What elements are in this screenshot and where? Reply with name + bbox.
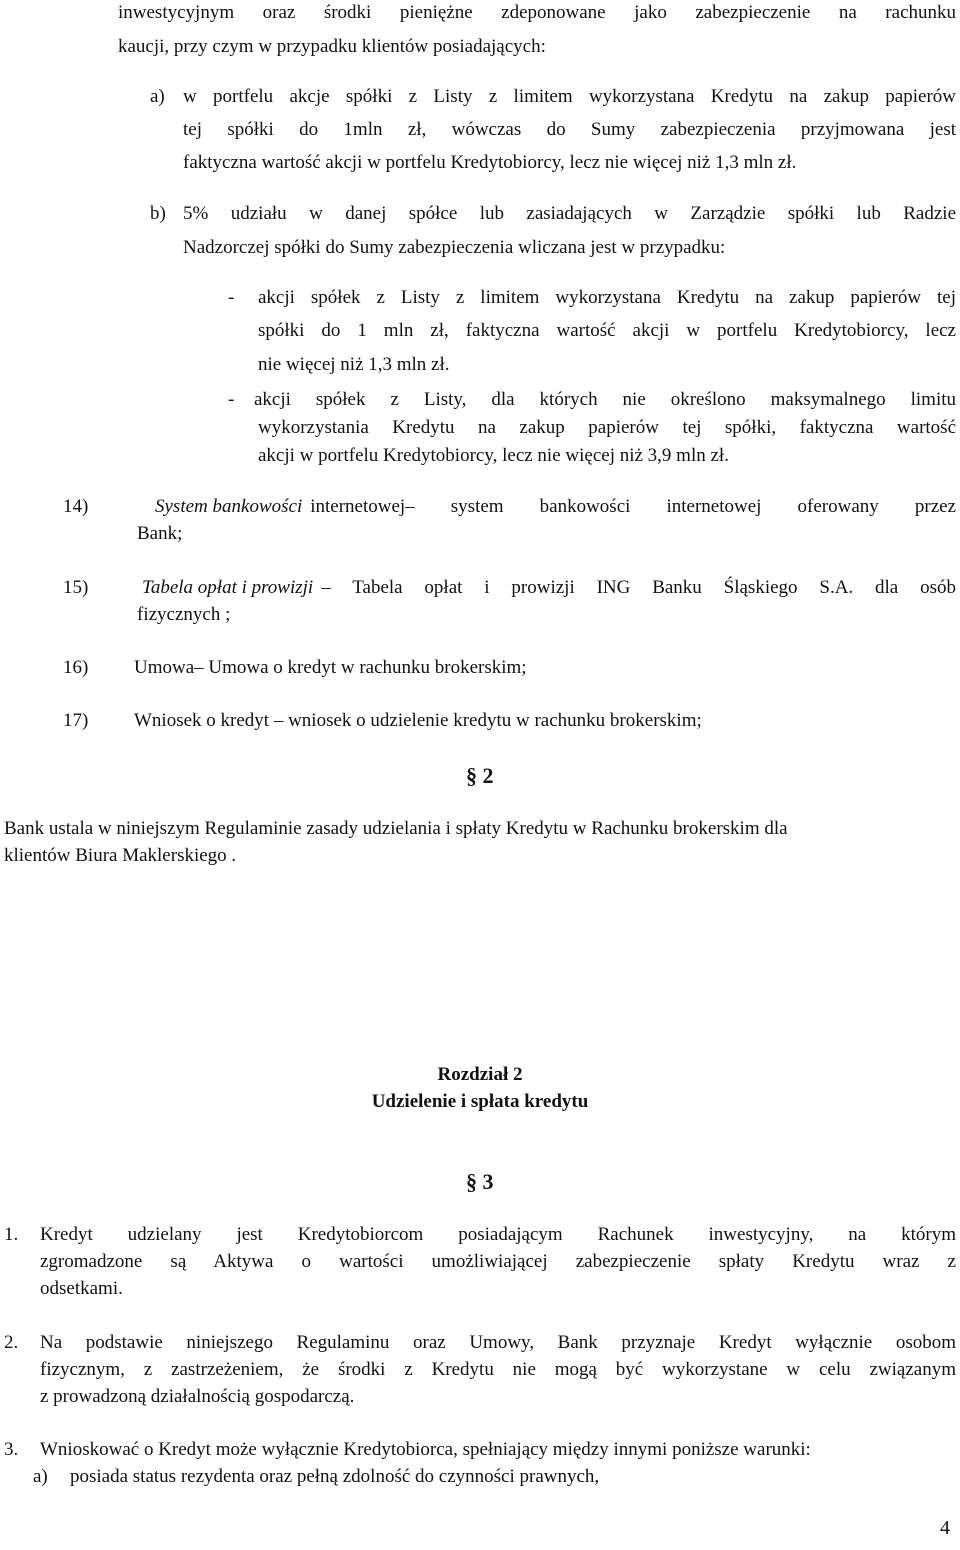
definition-14-line-2: Bank; bbox=[137, 523, 183, 544]
section-2-line-1: Bank ustala w niniejszym Regulaminie zasady udzielania i spłaty Kredytu w Rachunku brokerskim dla bbox=[4, 818, 788, 839]
definition-17-text: Wniosek o kredyt – wniosek o udzielenie kredytu w rachunku brokerskim; bbox=[134, 710, 702, 731]
definition-16-number: 16) bbox=[63, 657, 89, 678]
item-1-line-2: zgromadzone są Aktywa o wartości umożliwiającej zabezpieczenie spłaty Kredytu wraz z bbox=[40, 1251, 956, 1272]
item-1-number: 1. bbox=[4, 1224, 19, 1245]
item-3-sub-a-label: a) bbox=[33, 1466, 48, 1487]
dash-2-line-2: wykorzystania Kredytu na zakup papierów tej spółki, faktyczna wartość bbox=[258, 417, 956, 438]
definition-15-line-1 bbox=[142, 575, 956, 601]
sub-a-line-3: faktyczna wartość akcji w portfelu Kredytobiorcy, lecz nie więcej niż 1,3 mln zł. bbox=[183, 152, 797, 173]
definition-15-rest: – Tabela opłat i prowizji ING Banku Śląskiego S.A. dla osób bbox=[321, 577, 956, 598]
item-2-number: 2. bbox=[4, 1332, 19, 1353]
item-2-line-1: Na podstawie niniejszego Regulaminu oraz Umowy, Bank przyznaje Kredyt wyłącznie osobom bbox=[40, 1332, 956, 1353]
item-1-line-3: odsetkami. bbox=[40, 1278, 123, 1299]
dash-2-mark: - bbox=[228, 389, 235, 410]
section-2-line-2: klientów Biura Maklerskiego . bbox=[4, 845, 237, 866]
item-3-number: 3. bbox=[4, 1439, 19, 1460]
definition-15-line-2: fizycznych ; bbox=[137, 604, 231, 625]
sub-a-line-2: tej spółki do 1mln zł, wówczas do Sumy zabezpieczenia przyjmowana jest bbox=[183, 119, 956, 140]
item-1-line-1: Kredyt udzielany jest Kredytobiorcom posiadającym Rachunek inwestycyjny, na którym bbox=[40, 1224, 956, 1245]
sub-b-label: b) bbox=[150, 203, 166, 224]
section-3-sign: § 3 bbox=[466, 1169, 494, 1194]
page-number: 4 bbox=[940, 1517, 950, 1539]
definition-16-text: Umowa– Umowa o kredyt w rachunku brokerskim; bbox=[134, 657, 527, 678]
definition-15-number: 15) bbox=[63, 577, 89, 598]
dash-1-line-1: akcji spółek z Listy z limitem wykorzystana Kredytu na zakup papierów tej bbox=[258, 287, 956, 308]
definition-14-term: System bankowości bbox=[155, 496, 303, 517]
dash-2-line-3: akcji w portfelu Kredytobiorcy, lecz nie więcej niż 3,9 mln zł. bbox=[258, 445, 729, 466]
item-3-sub-a-text: posiada status rezydenta oraz pełną zdolność do czynności prawnych, bbox=[70, 1466, 600, 1487]
sub-a-line-1: w portfelu akcje spółki z Listy z limitem wykorzystana Kredytu na zakup papierów bbox=[183, 86, 956, 107]
chapter-title: Rozdział 2 bbox=[437, 1064, 523, 1085]
dash-1-line-2: spółki do 1 mln zł, faktyczna wartość akcji w portfelu Kredytobiorcy, lecz bbox=[258, 320, 956, 341]
dash-1-line-3: nie więcej niż 1,3 mln zł. bbox=[258, 354, 450, 375]
item-3-line-1: Wnioskować o Kredyt może wyłącznie Kredytobiorca, spełniający między innymi poniższe warunki: bbox=[40, 1439, 811, 1460]
section-2-sign: § 2 bbox=[466, 763, 494, 788]
definition-17-number: 17) bbox=[63, 710, 89, 731]
definition-14-line-1 bbox=[155, 494, 956, 520]
definition-15-term: Tabela opłat i prowizji bbox=[142, 577, 314, 598]
item-2-line-3: z prowadzoną działalnością gospodarczą. bbox=[40, 1386, 355, 1407]
sub-a-label: a) bbox=[150, 86, 165, 107]
intro-line-2: kaucji, przy czym w przypadku klientów posiadających: bbox=[118, 36, 546, 57]
item-2-line-2: fizycznym, z zastrzeżeniem, że środki z Kredytu nie mogą być wykorzystane w celu związanym bbox=[40, 1359, 956, 1380]
dash-1-mark: - bbox=[228, 287, 235, 308]
definition-14-number: 14) bbox=[63, 496, 89, 517]
chapter-subtitle: Udzielenie i spłata kredytu bbox=[371, 1091, 589, 1112]
sub-b-line-1: 5% udziału w danej spółce lub zasiadających w Zarządzie spółki lub Radzie bbox=[183, 203, 956, 224]
intro-line-1: inwestycyjnym oraz środki pieniężne zdeponowane jako zabezpieczenie na rachunku bbox=[118, 2, 956, 23]
sub-b-line-2: Nadzorczej spółki do Sumy zabezpieczenia wliczana jest w przypadku: bbox=[183, 237, 726, 258]
dash-2-line-1: akcji spółek z Listy, dla których nie określono maksymalnego limitu bbox=[254, 389, 956, 410]
definition-14-rest: internetowej– system bankowości internetowej oferowany przez bbox=[310, 496, 956, 517]
